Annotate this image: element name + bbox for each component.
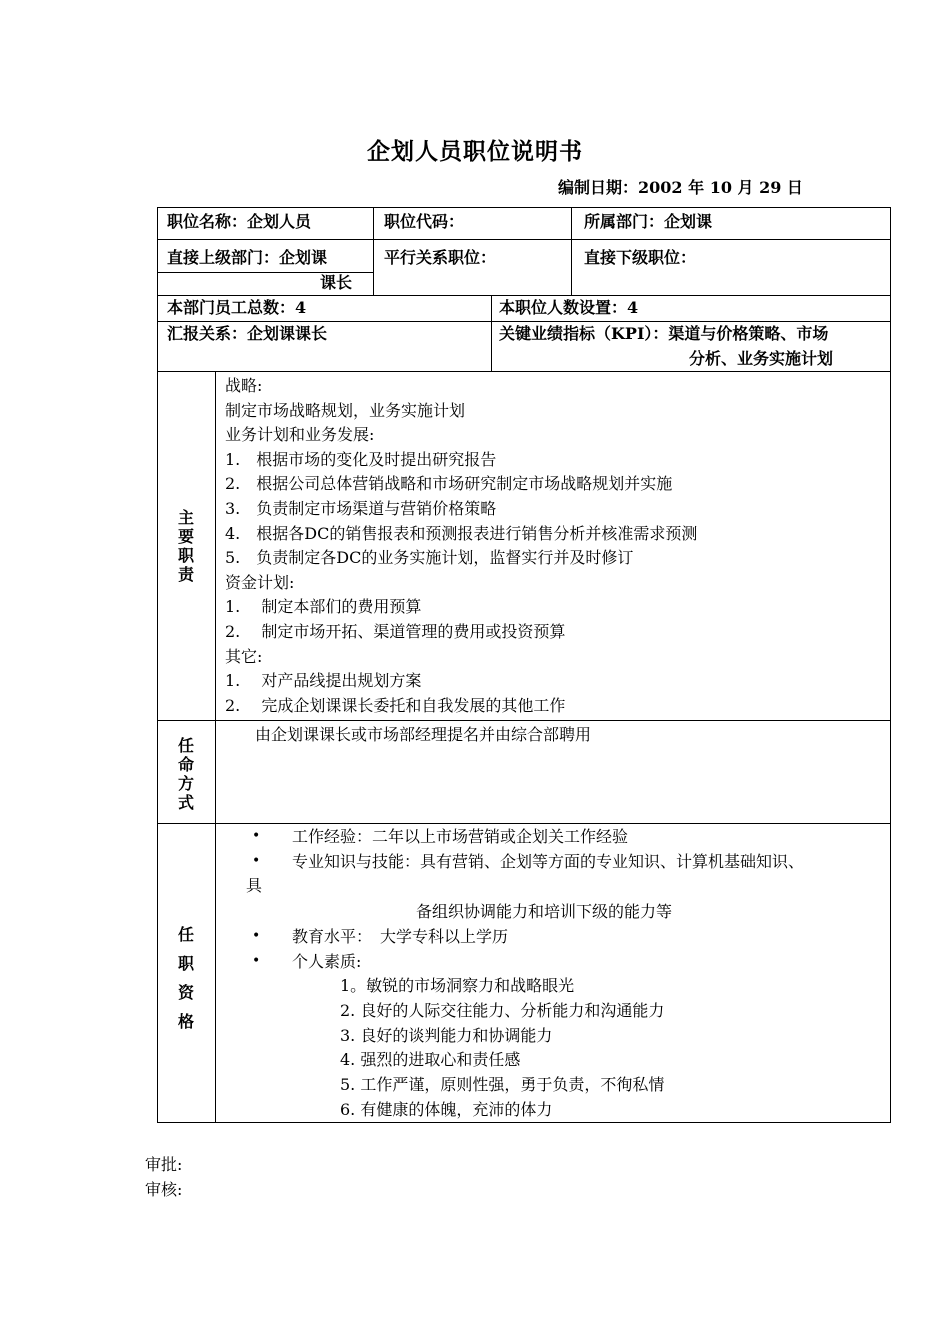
bullet-icon: • bbox=[252, 928, 261, 944]
subordinate-positions: 直接下级职位： bbox=[584, 248, 697, 267]
position-name: 职位名称：企划人员 bbox=[167, 212, 312, 231]
headcount: 本职位人数设置：4 bbox=[499, 298, 639, 317]
kpi-cont: 分析、业务实施计划 bbox=[689, 349, 834, 368]
label-char: 职 bbox=[177, 954, 194, 973]
trait-item: 6. 有健康的体魄，充沛的体力 bbox=[340, 1100, 553, 1119]
bullet-icon: • bbox=[252, 953, 261, 969]
label-char: 任 bbox=[177, 925, 194, 944]
label-char: 主 bbox=[177, 508, 194, 527]
qual-education: 教育水平： 大学专科以上学历 bbox=[292, 927, 509, 946]
row-divider bbox=[158, 239, 890, 240]
duty-line: 1. 对产品线提出规划方案 bbox=[225, 671, 422, 691]
trait-item: 4. 强烈的进取心和责任感 bbox=[340, 1050, 521, 1069]
label-char: 命 bbox=[177, 755, 194, 774]
label-char: 要 bbox=[177, 527, 194, 546]
department: 所属部门：企划课 bbox=[584, 212, 713, 231]
date-value: 2002 年 10 月 29 日 bbox=[638, 178, 803, 197]
col-divider bbox=[491, 295, 492, 372]
duty-line: 4. 根据各DC的销售报表和预测报表进行销售分析并核准需求预测 bbox=[225, 523, 698, 543]
qual-skills-cont: 备组织协调能力和培训下级的能力等 bbox=[416, 902, 673, 921]
trait-item: 1。敏锐的市场洞察力和战略眼光 bbox=[340, 976, 575, 995]
duty-line: 战略: bbox=[225, 376, 263, 395]
compile-date bbox=[558, 175, 803, 198]
col-divider bbox=[215, 371, 216, 1123]
page-title: 企划人员职位说明书 bbox=[367, 138, 583, 165]
duty-line: 5. 负责制定各DC的业务实施计划，监督实行并及时修订 bbox=[225, 548, 634, 568]
duty-line: 2. 制定市场开拓、渠道管理的费用或投资预算 bbox=[225, 622, 566, 641]
col-divider bbox=[571, 208, 572, 296]
label-char: 责 bbox=[177, 565, 194, 584]
job-description-table bbox=[157, 207, 891, 1123]
trait-item: 2. 良好的人际交往能力、分析能力和沟通能力 bbox=[340, 1001, 665, 1020]
label-char: 格 bbox=[177, 1012, 194, 1031]
bullet-icon: • bbox=[252, 853, 261, 869]
reporting-line: 汇报关系：企划课课长 bbox=[167, 324, 328, 343]
position-code: 职位代码： bbox=[384, 212, 465, 231]
row-divider bbox=[158, 823, 890, 824]
duty-line: 制定市场战略规划，业务实施计划 bbox=[225, 400, 466, 420]
duty-line: 1. 根据市场的变化及时提出研究报告 bbox=[225, 449, 497, 469]
duty-line: 其它: bbox=[225, 646, 263, 666]
duty-line: 业务计划和业务发展: bbox=[225, 425, 375, 445]
approval-label: 审批: bbox=[145, 1155, 183, 1174]
qualifications-label bbox=[158, 920, 214, 1036]
staff-total: 本部门员工总数：4 bbox=[167, 298, 307, 317]
appointment-text: 由企划课课长或市场部经理提名并由综合部聘用 bbox=[255, 725, 592, 744]
appointment-label bbox=[158, 736, 214, 812]
label-char: 资 bbox=[177, 983, 194, 1002]
duties-label bbox=[158, 508, 214, 584]
duty-line: 2. 完成企划课课长委托和自我发展的其他工作 bbox=[225, 695, 566, 715]
direct-superior: 直接上级部门：企划课 bbox=[167, 248, 328, 267]
duty-line: 3. 负责制定市场渠道与营销价格策略 bbox=[225, 499, 497, 518]
direct-superior-cont: 课长 bbox=[320, 273, 353, 292]
label-char: 任 bbox=[177, 736, 194, 755]
duty-line: 1. 制定本部们的费用预算 bbox=[225, 597, 422, 617]
qual-experience: 工作经验：二年以上市场营销或企划关工作经验 bbox=[292, 827, 629, 846]
bullet-icon: • bbox=[252, 828, 261, 844]
duty-line: 2. 根据公司总体营销战略和市场研究制定市场战略规划并实施 bbox=[225, 474, 673, 494]
qual-personal: 个人素质: bbox=[292, 952, 362, 971]
label-char: 职 bbox=[177, 546, 194, 565]
kpi: 关键业绩指标（KPI）：渠道与价格策略、市场 bbox=[499, 324, 829, 343]
col-divider bbox=[373, 208, 374, 296]
trait-item: 3. 良好的谈判能力和协调能力 bbox=[340, 1026, 553, 1045]
date-label: 编制日期： bbox=[558, 178, 639, 197]
row-divider bbox=[158, 720, 890, 721]
label-char: 式 bbox=[177, 793, 194, 812]
trait-item: 5. 工作严谨，原则性强，勇于负责，不徇私情 bbox=[340, 1075, 665, 1094]
label-char: 方 bbox=[177, 774, 194, 793]
duty-line: 资金计划: bbox=[225, 572, 295, 592]
review-label: 审核: bbox=[145, 1180, 183, 1199]
qual-skills: 专业知识与技能：具有营销、企划等方面的专业知识、计算机基础知识、 bbox=[292, 852, 805, 871]
qual-skills-cont: 具 bbox=[246, 876, 263, 895]
peer-positions: 平行关系职位： bbox=[384, 248, 497, 267]
